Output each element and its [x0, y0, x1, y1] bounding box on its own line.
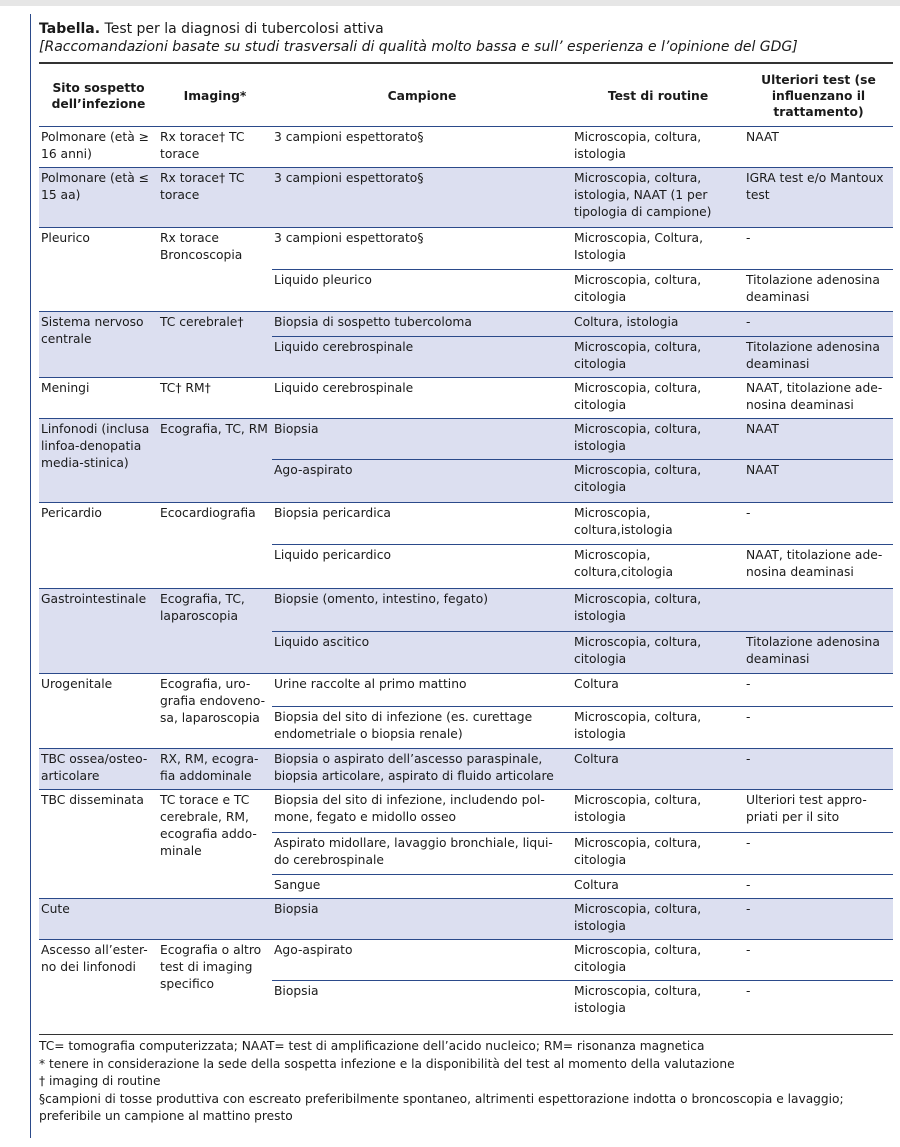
- cell-site: Ascesso all’ester-no dei linfonodi: [41, 943, 148, 974]
- header-imaging: Imaging*: [158, 66, 272, 127]
- table-row: [39, 127, 893, 168]
- cell-further: -: [744, 749, 893, 790]
- cell-imaging: Rx torace† TC torace: [158, 127, 272, 168]
- top-bar: [0, 0, 900, 6]
- cell-site: Polmonare (età ≤ 15 aa): [39, 168, 158, 228]
- cell-imaging: Rx torace Broncoscopia: [158, 228, 272, 312]
- cell-further: NAAT: [744, 127, 893, 168]
- cell-further: -: [744, 940, 893, 981]
- header-sample: Campione: [272, 66, 572, 127]
- cell-further: -: [744, 707, 893, 749]
- cell-sample: Biopsia del sito di infezione, includendo pol-mone, fegato e midollo osseo: [272, 790, 572, 833]
- cell-further: Titolazione adenosina deaminasi: [744, 337, 893, 378]
- cell-further: -: [744, 228, 893, 270]
- cell-further: IGRA test e/o Mantoux test: [744, 168, 893, 228]
- cell-sample: Biopsia pericardica: [272, 503, 572, 545]
- table-frame: [30, 14, 893, 1138]
- table-row: [39, 378, 893, 419]
- header-site: Sito sospetto dell’infezione: [39, 66, 158, 127]
- cell-routine: Microscopia, coltura, citologia: [572, 460, 744, 503]
- table-row: [39, 228, 893, 270]
- cell-site: Linfonodi (inclusa linfoa-denopatia media-stinica): [39, 419, 158, 503]
- cell-site: Pericardio: [39, 503, 158, 589]
- cell-site: Urogenitale: [39, 674, 158, 749]
- cell-imaging: Ecografia, TC, RM: [158, 419, 272, 503]
- cell-routine: Coltura, istologia: [572, 312, 744, 337]
- cell-sample: 3 campioni espettorato§: [272, 127, 572, 168]
- cell-sample: Liquido pleurico: [272, 270, 572, 312]
- cell-further: -: [744, 899, 893, 940]
- cell-further: NAAT: [744, 460, 893, 503]
- cell-sample: Biopsia: [272, 899, 572, 940]
- cell-imaging: RX, RM, ecogra-fia addominale: [158, 749, 272, 790]
- cell-site: Pleurico: [39, 228, 158, 312]
- table-row: [39, 674, 893, 707]
- cell-routine: Microscopia, coltura,citologia: [572, 545, 744, 589]
- cell-site: Polmonare (età ≥ 16 anni): [39, 127, 158, 168]
- cell-routine: Coltura: [572, 674, 744, 707]
- cell-further: Titolazione adenosina deaminasi: [744, 632, 893, 674]
- cell-further: -: [746, 984, 751, 998]
- table-row: [39, 419, 893, 460]
- cell-further: NAAT, titolazione ade-nosina deaminasi: [744, 378, 893, 419]
- table-row: [39, 790, 893, 833]
- cell-routine: Microscopia, coltura,istologia: [572, 503, 744, 545]
- cell-sample: 3 campioni espettorato§: [272, 228, 572, 270]
- table-row: [39, 749, 893, 790]
- footnote-asterisk: * tenere in considerazione la sede della sospetta infezione e la disponibilità del test al momento della valutazione: [39, 1056, 735, 1071]
- table-row: [39, 503, 893, 545]
- cell-routine: Microscopia, coltura, citologia: [572, 378, 744, 419]
- header-row: [39, 66, 893, 127]
- cell-routine: Microscopia, coltura, istologia: [572, 790, 744, 833]
- table-caption: [39, 20, 889, 56]
- cell-sample: Biopsia del sito di infezione (es. curettage endometriale o biopsia renale): [272, 707, 572, 749]
- cell-imaging: Ecografia, TC, laparoscopia: [158, 589, 272, 674]
- cell-routine: Microscopia, coltura, istologia: [574, 984, 702, 1015]
- cell-routine: Microscopia, coltura, citologia: [572, 940, 744, 981]
- table-row: [39, 899, 893, 940]
- cell-routine: Microscopia, coltura, istologia: [572, 127, 744, 168]
- cell-sample: Liquido cerebrospinale: [272, 337, 572, 378]
- footnote-dagger: † imaging di routine: [39, 1074, 161, 1088]
- cell-routine: Microscopia, coltura, istologia: [572, 419, 744, 460]
- footnote-section: §campioni di tosse produttiva con escreato preferibilmente spontaneo, altrimenti espettorazione indotta o broncoscopia e lavaggio; preferibile un campione al mattino presto: [39, 1091, 844, 1123]
- cell-further: -: [744, 833, 893, 875]
- cell-routine: Microscopia, Coltura, Istologia: [572, 228, 744, 270]
- cell-site: TBC disseminata: [39, 790, 158, 899]
- cell-imaging: TC cerebrale†: [158, 312, 272, 378]
- cell-sample: Biopsia di sospetto tubercoloma: [272, 312, 572, 337]
- caption-title: [39, 20, 889, 38]
- cell-further: -: [744, 674, 893, 707]
- cell-further: NAAT: [744, 419, 893, 460]
- cell-routine: Microscopia, coltura, istologia: [572, 589, 744, 632]
- cell-sample: Urine raccolte al primo mattino: [272, 674, 572, 707]
- cell-sample: Liquido ascitico: [272, 632, 572, 674]
- cell-routine: Microscopia, coltura, istologia: [572, 707, 744, 749]
- cell-further: -: [744, 312, 893, 337]
- cell-routine: Coltura: [572, 875, 744, 899]
- caption-label: Tabella.: [39, 21, 101, 37]
- cell-further: [744, 589, 893, 632]
- cell-sample: Ago-aspirato: [272, 940, 572, 981]
- cell-site: TBC ossea/osteo-articolare: [39, 749, 158, 790]
- cell-imaging: TC† RM†: [158, 378, 272, 419]
- cell-imaging: Ecocardiografia: [158, 503, 272, 589]
- cell-sample: Biopsia: [272, 419, 572, 460]
- cell-site: Gastrointestinale: [39, 589, 158, 674]
- header-routine: Test di routine: [572, 66, 744, 127]
- cell-sample: Biopsia o aspirato dell’ascesso paraspinale, biopsia articolare, aspirato di fluido articolare: [272, 749, 572, 790]
- cell-imaging: Rx torace† TC torace: [158, 168, 272, 228]
- footnote-abbreviations: TC= tomografia computerizzata; NAAT= test di amplificazione dell’acido nucleico; RM= risonanza magnetica: [39, 1039, 705, 1053]
- cell-further: Ulteriori test appro-priati per il sito: [744, 790, 893, 833]
- cell-routine: Microscopia, coltura, citologia: [572, 833, 744, 875]
- top-rule: [39, 62, 893, 64]
- cell-sample: 3 campioni espettorato§: [272, 168, 572, 228]
- cell-imaging: Ecografia o altro test di imaging specifico: [160, 943, 262, 991]
- cell-sample: Liquido cerebrospinale: [272, 378, 572, 419]
- cell-sample: Liquido pericardico: [272, 545, 572, 589]
- cell-routine: Microscopia, coltura, citologia: [572, 337, 744, 378]
- table-row: [39, 940, 893, 981]
- header-further: Ulteriori test (se influenzano il trattamento): [744, 66, 893, 127]
- cell-sample: Ago-aspirato: [272, 460, 572, 503]
- caption-text: Test per la diagnosi di tubercolosi attiva: [100, 21, 384, 37]
- cell-routine: Coltura: [572, 749, 744, 790]
- cell-imaging: TC torace e TC cerebrale, RM, ecografia addo-minale: [158, 790, 272, 899]
- cell-further: -: [744, 503, 893, 545]
- cell-sample: Sangue: [272, 875, 572, 899]
- cell-routine: Microscopia, coltura, istologia: [572, 899, 744, 940]
- cell-imaging: [158, 899, 272, 940]
- cell-site: Cute: [39, 899, 158, 940]
- cell-further: -: [744, 875, 893, 899]
- diagnosis-table: [39, 66, 893, 1022]
- cell-imaging: Ecografia, uro-grafia endoveno-sa, laparoscopia: [158, 674, 272, 749]
- cell-routine: Microscopia, coltura, istologia, NAAT (1 per tipologia di campione): [572, 168, 744, 228]
- table-row: [39, 589, 893, 632]
- cell-sample: Biopsie (omento, intestino, fegato): [272, 589, 572, 632]
- table-row: [39, 168, 893, 228]
- cell-site: Sistema nervoso centrale: [39, 312, 158, 378]
- cell-routine: Microscopia, coltura, citologia: [572, 270, 744, 312]
- cell-routine: Microscopia, coltura, citologia: [572, 632, 744, 674]
- cell-further: NAAT, titolazione ade-nosina deaminasi: [744, 545, 893, 589]
- cell-further: Titolazione adenosina deaminasi: [744, 270, 893, 312]
- caption-subtitle: [Raccomandazioni basate su studi trasversali di qualità molto bassa e sull’ esperienza e l’opinione del GDG]: [39, 39, 798, 55]
- cell-site: Meningi: [39, 378, 158, 419]
- table-footnotes: [39, 1034, 893, 1126]
- cell-sample: Aspirato midollare, lavaggio bronchiale, liqui-do cerebrospinale: [272, 833, 572, 875]
- table-row: [39, 312, 893, 337]
- cell-sample: Biopsia: [274, 984, 319, 998]
